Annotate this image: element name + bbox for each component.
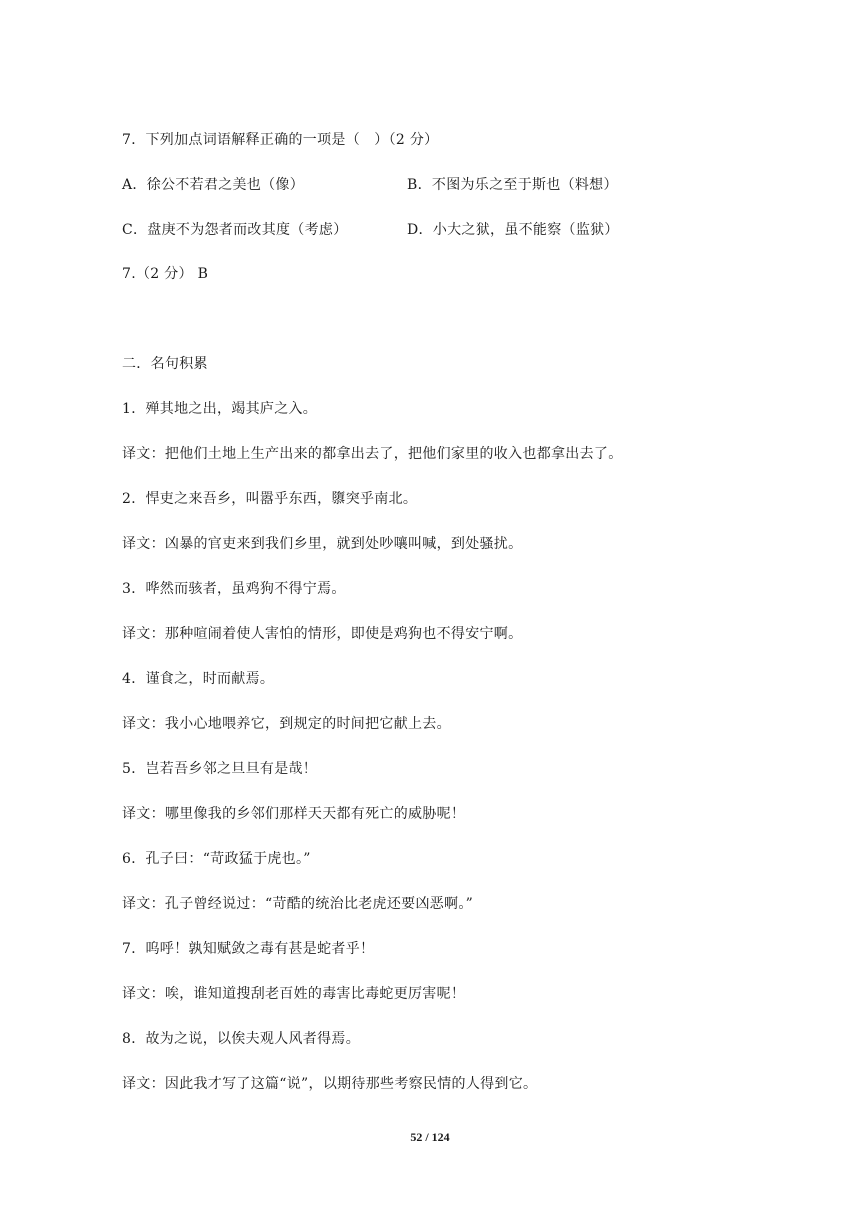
option-a: A．徐公不若君之美也（像） <box>122 177 305 193</box>
quote-7: 7．呜呼！孰知赋敛之毒有甚是蛇者乎！ <box>122 941 375 957</box>
quote-4: 4．谨食之，时而献焉。 <box>122 671 275 687</box>
question-7-answer: 7.（2 分） B <box>122 266 209 282</box>
translation-7: 译文：唉，谁知道搜刮老百姓的毒害比毒蛇更厉害呢！ <box>122 986 466 1002</box>
translation-4: 译文：我小心地喂养它，到规定的时间把它献上去。 <box>122 716 451 732</box>
quote-2: 2．悍吏之来吾乡，叫嚣乎东西，隳突乎南北。 <box>122 491 418 507</box>
option-d: D．小大之狱，虽不能察（监狱） <box>407 222 619 238</box>
option-c: C．盘庚不为怨者而改其度（考虑） <box>122 222 348 238</box>
section-heading: 二．名句积累 <box>122 356 208 372</box>
translation-2: 译文：凶暴的官吏来到我们乡里，就到处吵嚷叫喊，到处骚扰。 <box>122 536 523 552</box>
translation-3: 译文：那种喧闹着使人害怕的情形，即使是鸡狗也不得安宁啊。 <box>122 626 523 642</box>
quote-5: 5．岂若吾乡邻之旦旦有是哉！ <box>122 761 318 777</box>
quote-6: 6．孔子曰：“苛政猛于虎也。” <box>122 851 311 867</box>
translation-5: 译文：哪里像我的乡邻们那样天天都有死亡的威胁呢！ <box>122 806 466 822</box>
translation-8: 译文：因此我才写了这篇“说”，以期待那些考察民情的人得到它。 <box>122 1076 538 1092</box>
quote-3: 3．哗然而骇者，虽鸡狗不得宁焉。 <box>122 581 346 597</box>
page-number: 52 / 124 <box>410 1130 450 1144</box>
translation-1: 译文：把他们土地上生产出来的都拿出去了，把他们家里的收入也都拿出去了。 <box>122 446 623 462</box>
quote-8: 8．故为之说，以俟夫观人风者得焉。 <box>122 1031 361 1047</box>
quote-1: 1．殚其地之出，竭其庐之入。 <box>122 401 318 417</box>
question-7-stem: 7．下列加点词语解释正确的一项是（ ）（2 分） <box>122 132 439 148</box>
translation-6: 译文：孔子曾经说过：“苛酷的统治比老虎还要凶恶啊。” <box>122 896 474 912</box>
option-b: B．不图为乐之至于斯也（料想） <box>407 177 618 193</box>
